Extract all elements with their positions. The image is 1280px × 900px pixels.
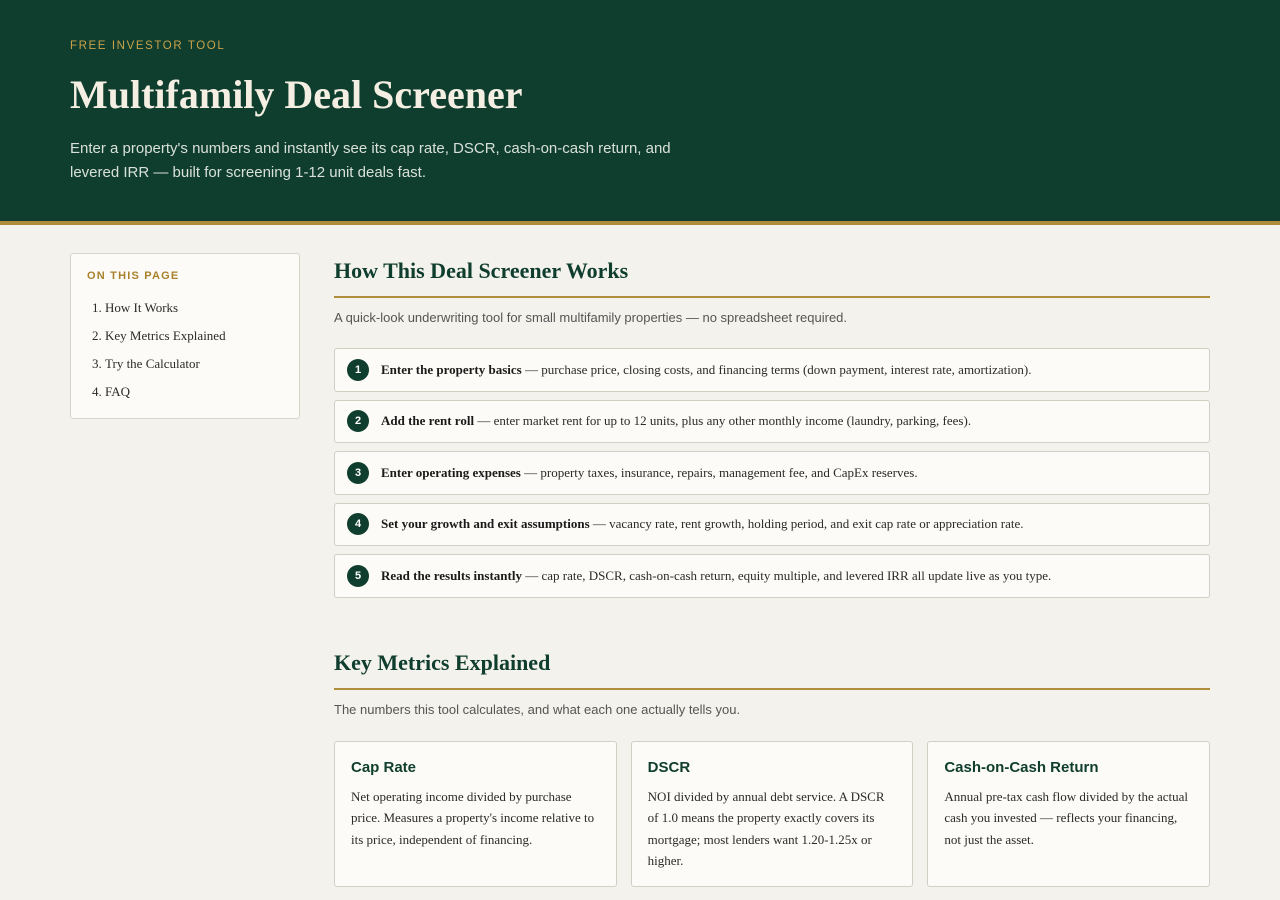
step-item bbox=[334, 451, 1210, 495]
metric-card-text: Annual pre-tax cash flow divided by the actual cash you invested — reflects your financing, not just the asset. bbox=[944, 788, 1189, 847]
step-title: Enter the property basics bbox=[381, 361, 522, 377]
steps-list bbox=[334, 348, 1210, 598]
step-text bbox=[381, 465, 918, 481]
step-number-badge: 1 bbox=[347, 359, 369, 381]
main-content bbox=[334, 258, 1210, 887]
step-text bbox=[381, 568, 1051, 584]
step-description: — vacancy rate, rent growth, holding period, and exit cap rate or appreciation rate. bbox=[589, 516, 1024, 532]
toc-item-key-metrics[interactable]: 2. Key Metrics Explained bbox=[105, 322, 283, 350]
step-title: Read the results instantly bbox=[381, 567, 522, 583]
step-number-badge: 2 bbox=[347, 410, 369, 432]
metric-card-cap-rate bbox=[334, 741, 617, 887]
step-item bbox=[334, 348, 1210, 392]
page-title: Multifamily Deal Screener bbox=[70, 72, 523, 117]
metric-card-cash-on-cash bbox=[927, 741, 1210, 887]
metric-card-title: Cap Rate bbox=[351, 758, 417, 776]
section-subtitle-metrics: The numbers this tool calculates, and what each one actually tells you. bbox=[334, 701, 741, 717]
section-heading-how: How This Deal Screener Works bbox=[334, 258, 1210, 298]
toc-item-faq[interactable]: 4. FAQ bbox=[105, 378, 283, 406]
metric-card-text: NOI divided by annual debt service. A DSCR of 1.0 means the property exactly covers its mortgage; most lenders want 1.20-1.25x or higher. bbox=[647, 788, 885, 868]
step-text bbox=[381, 413, 971, 429]
toc-item-how-it-works[interactable]: 1. How It Works bbox=[105, 294, 283, 322]
table-of-contents bbox=[70, 253, 300, 419]
hero-banner bbox=[0, 0, 1280, 225]
step-item bbox=[334, 554, 1210, 598]
step-number-badge: 4 bbox=[347, 513, 369, 535]
step-text bbox=[381, 516, 1024, 532]
key-metrics-section bbox=[334, 650, 1210, 887]
step-description: — property taxes, insurance, repairs, management fee, and CapEx reserves. bbox=[520, 464, 918, 480]
step-item bbox=[334, 400, 1210, 444]
toc-list bbox=[87, 294, 283, 406]
step-description: — purchase price, closing costs, and financing terms (down payment, interest rate, amortization). bbox=[521, 361, 1032, 377]
metric-cards bbox=[334, 741, 1210, 887]
step-title: Set your growth and exit assumptions bbox=[381, 516, 590, 532]
metric-card-text: Net operating income divided by purchase price. Measures a property's income relative to its price, independent of financing. bbox=[351, 788, 595, 847]
hero-description: Enter a property's numbers and instantly see its cap rate, DSCR, cash-on-cash return, and levered IRR — built for screening 1-12 unit deals fast. bbox=[70, 140, 671, 181]
step-item bbox=[334, 503, 1210, 547]
step-number-badge: 5 bbox=[347, 565, 369, 587]
metric-card-title: DSCR bbox=[647, 758, 691, 776]
step-description: — enter market rent for up to 12 units, plus any other monthly income (laundry, parking, fees). bbox=[474, 413, 972, 429]
section-heading-metrics: Key Metrics Explained bbox=[334, 650, 1210, 690]
step-description: — cap rate, DSCR, cash-on-cash return, equity multiple, and levered IRR all update live as you type. bbox=[521, 567, 1052, 583]
step-number-badge: 3 bbox=[347, 462, 369, 484]
how-it-works-section bbox=[334, 258, 1210, 598]
metric-card-title: Cash-on-Cash Return bbox=[944, 758, 1099, 776]
metric-card-dscr bbox=[631, 741, 914, 887]
step-title: Enter operating expenses bbox=[381, 464, 521, 480]
toc-item-calculator[interactable]: 3. Try the Calculator bbox=[105, 350, 283, 378]
step-title: Add the rent roll bbox=[381, 413, 475, 429]
hero-eyebrow: FREE INVESTOR TOOL bbox=[70, 40, 226, 52]
step-text bbox=[381, 362, 1031, 378]
toc-title: ON THIS PAGE bbox=[87, 270, 180, 282]
section-subtitle-how: A quick-look underwriting tool for small multifamily properties — no spreadsheet required. bbox=[334, 310, 848, 325]
